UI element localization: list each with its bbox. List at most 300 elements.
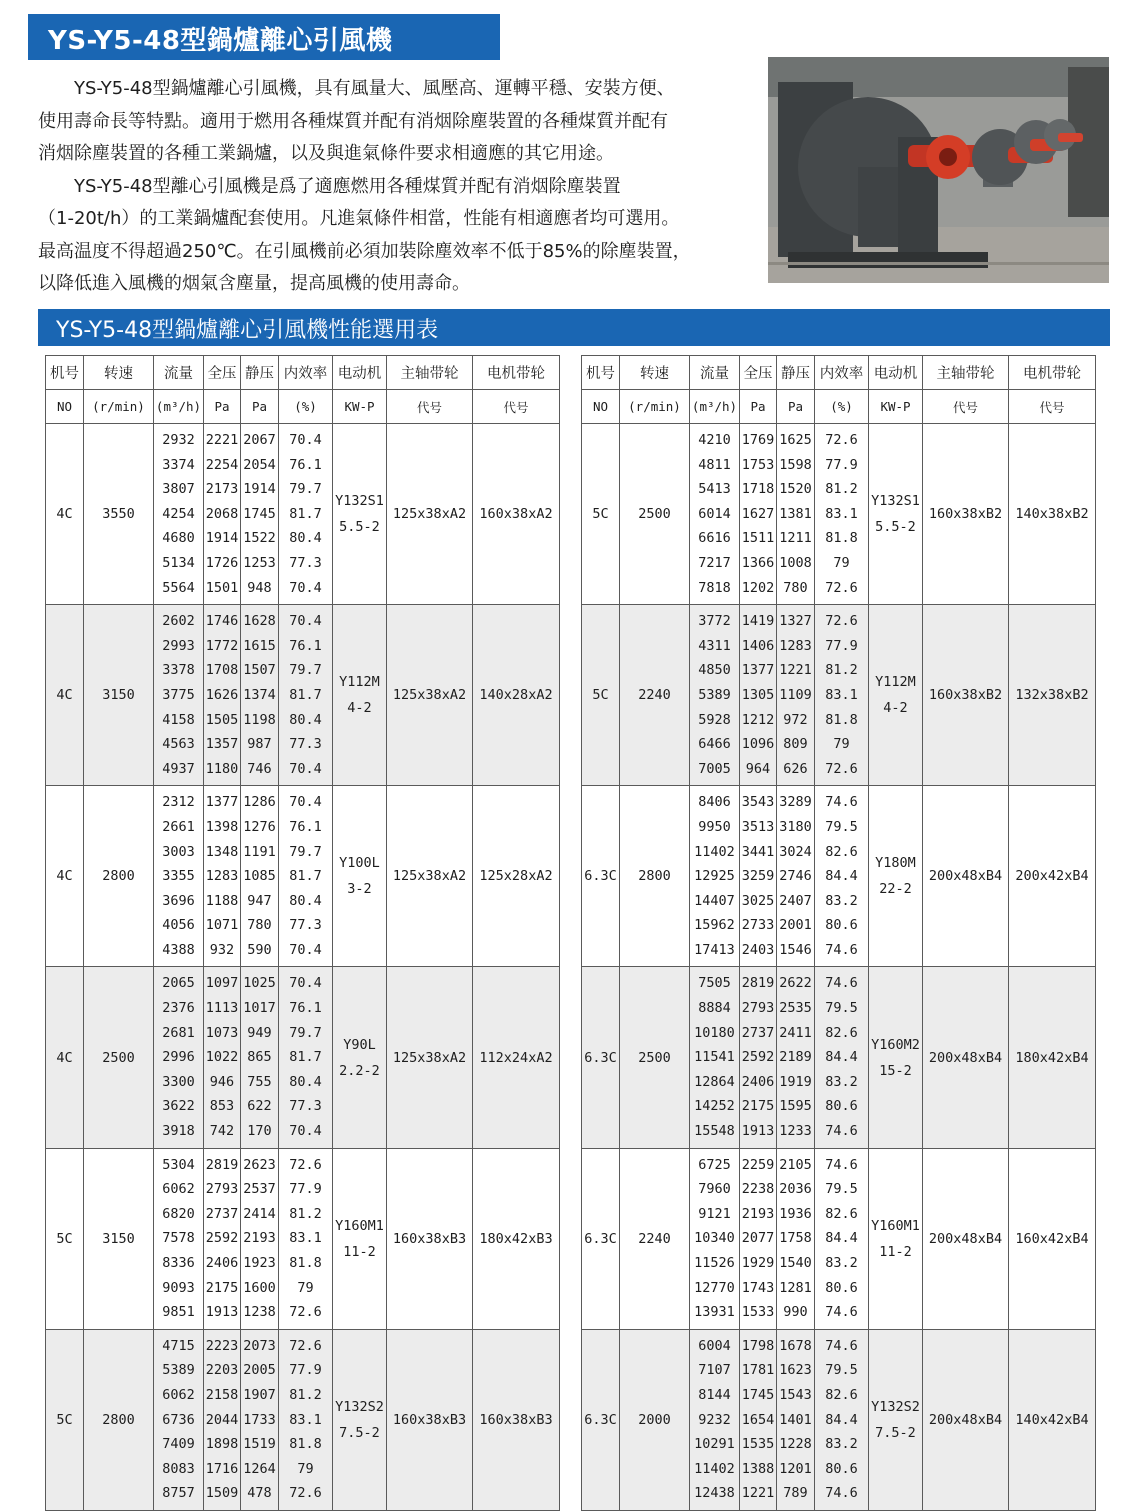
total-value: 932 xyxy=(209,941,235,958)
total-cell xyxy=(204,786,241,967)
col-header: 流量 xyxy=(690,356,740,390)
flow-value: 2996 xyxy=(162,1049,195,1066)
speed-cell: 2800 xyxy=(84,786,154,967)
col-subheader: (r/min) xyxy=(84,390,154,424)
performance-table-left xyxy=(45,355,560,1511)
static-value: 990 xyxy=(783,1304,808,1321)
eff-value: 77.9 xyxy=(825,637,858,654)
fan-number-cell: 6.3C xyxy=(582,786,620,967)
motor-model: Y132S1 xyxy=(871,493,920,510)
eff-value: 72.6 xyxy=(289,1304,322,1321)
col-subheader: (r/min) xyxy=(620,390,690,424)
flow-value: 13931 xyxy=(694,1304,735,1321)
motor-model: Y132S2 xyxy=(335,1398,384,1415)
static-value: 2746 xyxy=(779,868,812,885)
static-value: 1381 xyxy=(779,505,812,522)
motor-cell xyxy=(869,1329,923,1510)
fan-number-cell: 4C xyxy=(46,605,84,786)
total-value: 1627 xyxy=(741,505,775,522)
static-cell xyxy=(777,967,815,1148)
header-row-top xyxy=(582,356,1096,390)
total-value: 1913 xyxy=(741,1123,775,1140)
motor-model: Y90L xyxy=(343,1036,376,1053)
motor-pulley-cell: 140x42xB4 xyxy=(1009,1329,1096,1510)
flow-value: 3807 xyxy=(162,481,195,498)
static-value: 2414 xyxy=(243,1205,276,1222)
total-value: 1366 xyxy=(741,554,775,571)
flow-value: 3300 xyxy=(162,1073,195,1090)
eff-value: 82.6 xyxy=(825,1205,858,1222)
eff-value: 80.6 xyxy=(825,1098,858,1115)
total-cell xyxy=(740,1329,777,1510)
static-cell xyxy=(777,1329,815,1510)
static-value: 1520 xyxy=(779,481,812,498)
motor-pulley-cell: 160x38xA2 xyxy=(473,424,560,605)
static-value: 2001 xyxy=(779,917,812,934)
static-value: 1522 xyxy=(243,530,276,547)
intro-line: YS-Y5-48型離心引風機是爲了適應燃用各種煤質并配有消烟除塵裝置 xyxy=(38,175,621,197)
eff-value: 83.1 xyxy=(289,1230,322,1247)
motor-power: 22-2 xyxy=(879,881,912,898)
motor-model: Y160M1 xyxy=(335,1217,384,1234)
col-subheader: Pa xyxy=(777,390,815,424)
col-subheader: KW-P xyxy=(333,390,387,424)
col-header: 电机带轮 xyxy=(1009,356,1096,390)
col-header: 静压 xyxy=(241,356,279,390)
static-value: 1600 xyxy=(243,1279,276,1296)
motor-power: 7.5-2 xyxy=(875,1424,916,1441)
total-value: 1913 xyxy=(205,1304,239,1321)
motor-power: 7.5-2 xyxy=(339,1424,380,1441)
eff-value: 77.3 xyxy=(289,554,322,571)
page-title: YS-Y5-48型鍋爐離心引風機 xyxy=(48,26,393,56)
eff-value: 79 xyxy=(297,1460,314,1477)
flow-value: 3355 xyxy=(162,868,195,885)
total-value: 1533 xyxy=(741,1304,775,1321)
total-value: 2173 xyxy=(205,481,239,498)
static-value: 1327 xyxy=(779,613,812,630)
speed-cell: 2500 xyxy=(620,424,690,605)
flow-value: 2065 xyxy=(162,975,195,992)
static-value: 622 xyxy=(247,1098,272,1115)
fan-number-cell: 4C xyxy=(46,786,84,967)
col-subheader: NO xyxy=(46,390,84,424)
static-value: 1628 xyxy=(243,613,276,630)
eff-value: 70.4 xyxy=(289,760,322,777)
flow-value: 6736 xyxy=(162,1411,195,1428)
eff-value: 77.3 xyxy=(289,1098,322,1115)
static-value: 3289 xyxy=(779,794,812,811)
eff-cell xyxy=(815,1329,869,1510)
motor-model: Y160M2 xyxy=(871,1036,920,1053)
motor-cell xyxy=(869,967,923,1148)
flow-value: 4158 xyxy=(162,711,195,728)
eff-cell xyxy=(279,786,333,967)
total-cell xyxy=(204,967,241,1148)
flow-value: 7818 xyxy=(698,579,731,596)
table-row xyxy=(46,967,560,1148)
eff-value: 79.7 xyxy=(289,843,322,860)
col-header: 转速 xyxy=(620,356,690,390)
static-value: 1598 xyxy=(779,456,812,473)
speed-cell: 2500 xyxy=(84,967,154,1148)
flow-cell xyxy=(690,786,740,967)
total-value: 1509 xyxy=(205,1485,239,1502)
eff-value: 70.4 xyxy=(289,613,322,630)
static-value: 1507 xyxy=(243,662,276,679)
eff-value: 83.2 xyxy=(825,1073,858,1090)
eff-value: 83.2 xyxy=(825,1436,858,1453)
flow-value: 9121 xyxy=(698,1205,731,1222)
eff-value: 77.9 xyxy=(825,456,858,473)
eff-value: 74.6 xyxy=(825,1123,858,1140)
static-value: 1211 xyxy=(779,530,812,547)
static-value: 2036 xyxy=(779,1181,812,1198)
static-cell xyxy=(777,1148,815,1329)
total-cell xyxy=(204,1148,241,1329)
flow-cell xyxy=(154,1329,204,1510)
flow-value: 6062 xyxy=(162,1386,195,1403)
total-value: 1377 xyxy=(205,794,239,811)
eff-value: 81.2 xyxy=(825,662,858,679)
eff-value: 82.6 xyxy=(825,1024,858,1041)
flow-value: 5928 xyxy=(698,711,731,728)
total-value: 853 xyxy=(209,1098,235,1115)
total-value: 964 xyxy=(745,760,771,777)
flow-value: 5304 xyxy=(162,1156,195,1173)
eff-value: 80.6 xyxy=(825,1460,858,1477)
speed-cell: 2800 xyxy=(620,786,690,967)
static-value: 1283 xyxy=(779,637,812,654)
flow-value: 15548 xyxy=(694,1123,735,1140)
table-body-left xyxy=(46,424,560,1511)
eff-value: 80.4 xyxy=(289,1073,322,1090)
header-row-top xyxy=(46,356,560,390)
eff-cell xyxy=(279,1148,333,1329)
static-value: 478 xyxy=(247,1485,272,1502)
total-value: 1535 xyxy=(741,1436,775,1453)
total-value: 2737 xyxy=(205,1205,239,1222)
fan-number-cell: 4C xyxy=(46,424,84,605)
motor-cell xyxy=(333,424,387,605)
eff-value: 70.4 xyxy=(289,794,322,811)
main-pulley-cell: 125x38xA2 xyxy=(387,786,473,967)
flow-value: 8083 xyxy=(162,1460,195,1477)
eff-value: 70.4 xyxy=(289,432,322,448)
eff-value: 83.1 xyxy=(825,686,858,703)
flow-value: 14407 xyxy=(694,892,735,909)
static-value: 1008 xyxy=(779,554,812,571)
static-cell xyxy=(241,786,279,967)
flow-value: 4254 xyxy=(162,505,195,522)
section-banner xyxy=(38,309,1110,346)
total-value: 1022 xyxy=(205,1049,239,1066)
flow-value: 3918 xyxy=(162,1123,195,1140)
total-value: 1419 xyxy=(741,613,775,630)
static-value: 949 xyxy=(247,1024,272,1041)
motor-cell xyxy=(869,786,923,967)
flow-value: 2993 xyxy=(162,637,195,654)
eff-value: 70.4 xyxy=(289,579,322,596)
total-value: 1113 xyxy=(205,1000,239,1017)
flow-value: 7578 xyxy=(162,1230,195,1247)
intro-text xyxy=(38,73,758,301)
total-value: 2793 xyxy=(741,1000,775,1017)
static-value: 1401 xyxy=(779,1411,812,1428)
flow-value: 3775 xyxy=(162,686,195,703)
total-value: 1377 xyxy=(741,662,775,679)
total-value: 1798 xyxy=(741,1337,775,1354)
static-value: 1109 xyxy=(779,686,812,703)
eff-cell xyxy=(815,424,869,605)
motor-power: 4-2 xyxy=(883,700,908,717)
total-value: 2254 xyxy=(205,456,239,473)
col-subheader: (m³/h) xyxy=(154,390,204,424)
fan-photo-illustration xyxy=(768,57,1109,283)
flow-value: 6820 xyxy=(162,1205,195,1222)
flow-value: 8144 xyxy=(698,1386,731,1403)
flow-value: 6466 xyxy=(698,736,731,753)
static-value: 2407 xyxy=(779,892,812,909)
total-value: 2077 xyxy=(741,1230,775,1247)
table-row xyxy=(582,786,1096,967)
eff-value: 79.5 xyxy=(825,818,858,835)
flow-value: 11541 xyxy=(694,1049,735,1066)
flow-value: 9950 xyxy=(698,818,731,835)
motor-model: Y160M1 xyxy=(871,1217,920,1234)
static-value: 2054 xyxy=(243,456,276,473)
flow-value: 2661 xyxy=(162,818,195,835)
eff-cell xyxy=(815,605,869,786)
eff-value: 81.7 xyxy=(289,505,322,522)
flow-value: 10340 xyxy=(694,1230,735,1247)
static-value: 3180 xyxy=(779,818,812,835)
eff-value: 77.3 xyxy=(289,736,322,753)
total-value: 1726 xyxy=(205,554,239,571)
flow-value: 7107 xyxy=(698,1362,731,1379)
eff-value: 83.2 xyxy=(825,1255,858,1271)
main-pulley-cell: 200x48xB4 xyxy=(923,1329,1009,1510)
static-cell xyxy=(241,605,279,786)
flow-cell xyxy=(690,1148,740,1329)
eff-cell xyxy=(279,967,333,1148)
col-subheader: 代号 xyxy=(387,390,473,424)
total-value: 1654 xyxy=(741,1411,775,1428)
total-value: 1096 xyxy=(741,736,775,753)
col-header: 主轴带轮 xyxy=(387,356,473,390)
total-cell xyxy=(204,1329,241,1510)
eff-value: 79.5 xyxy=(825,1000,858,1017)
header-row-bottom xyxy=(46,390,560,424)
eff-value: 81.7 xyxy=(289,686,322,703)
motor-power: 5.5-2 xyxy=(339,519,380,536)
total-value: 1914 xyxy=(205,530,239,547)
intro-line: 使用壽命長等特點。適用于燃用各種煤質并配有消烟除塵裝置的各種煤質并配有 xyxy=(38,110,668,132)
total-cell xyxy=(204,424,241,605)
col-header: 全压 xyxy=(740,356,777,390)
total-value: 1188 xyxy=(205,892,239,909)
eff-value: 74.6 xyxy=(825,1156,858,1173)
eff-cell xyxy=(279,1329,333,1510)
flow-cell xyxy=(154,967,204,1148)
motor-pulley-cell: 140x28xA2 xyxy=(473,605,560,786)
total-value: 1202 xyxy=(741,579,775,596)
flow-value: 2602 xyxy=(162,613,195,630)
static-cell xyxy=(241,1329,279,1510)
flow-value: 5564 xyxy=(162,579,195,596)
static-value: 1253 xyxy=(243,554,276,571)
speed-cell: 2240 xyxy=(620,1148,690,1329)
static-value: 2623 xyxy=(243,1156,276,1173)
eff-value: 84.4 xyxy=(825,1230,858,1247)
static-value: 1678 xyxy=(779,1337,812,1354)
col-header: 电动机 xyxy=(869,356,923,390)
static-value: 1233 xyxy=(779,1123,812,1140)
total-value: 2223 xyxy=(205,1337,239,1354)
flow-value: 11526 xyxy=(694,1255,735,1271)
static-value: 1276 xyxy=(243,818,276,835)
motor-pulley-cell: 132x38xB2 xyxy=(1009,605,1096,786)
eff-cell xyxy=(815,1148,869,1329)
flow-value: 4680 xyxy=(162,530,195,547)
flow-value: 3772 xyxy=(698,613,731,630)
eff-value: 74.6 xyxy=(825,1485,858,1502)
col-header: 主轴带轮 xyxy=(923,356,1009,390)
total-value: 2175 xyxy=(741,1098,775,1115)
static-value: 780 xyxy=(783,579,808,596)
static-value: 1914 xyxy=(243,481,276,498)
eff-value: 76.1 xyxy=(289,456,322,473)
static-value: 1623 xyxy=(779,1362,812,1379)
main-pulley-cell: 125x38xA2 xyxy=(387,967,473,1148)
flow-value: 3696 xyxy=(162,892,195,909)
total-value: 2733 xyxy=(741,917,775,934)
total-cell xyxy=(204,605,241,786)
static-value: 948 xyxy=(247,579,272,596)
total-cell xyxy=(740,424,777,605)
static-value: 972 xyxy=(783,711,808,728)
flow-value: 5389 xyxy=(162,1362,195,1379)
motor-pulley-cell: 180x42xB3 xyxy=(473,1148,560,1329)
col-subheader: 代号 xyxy=(1009,390,1096,424)
total-value: 3513 xyxy=(741,818,775,835)
eff-value: 81.7 xyxy=(289,1049,322,1066)
motor-power: 4-2 xyxy=(347,700,372,717)
intro-line: 消烟除塵裝置的各種工業鍋爐，以及與進氣條件要求相適應的其它用途。 xyxy=(38,143,614,164)
eff-cell xyxy=(815,967,869,1148)
flow-value: 4715 xyxy=(162,1337,195,1354)
eff-value: 80.4 xyxy=(289,711,322,728)
static-value: 1228 xyxy=(779,1436,812,1453)
total-value: 1501 xyxy=(205,579,239,596)
motor-pulley-cell: 200x42xB4 xyxy=(1009,786,1096,967)
flow-value: 4311 xyxy=(698,637,731,654)
static-value: 1907 xyxy=(243,1386,276,1403)
col-header: 电动机 xyxy=(333,356,387,390)
eff-value: 84.4 xyxy=(825,1049,858,1066)
total-cell xyxy=(740,1148,777,1329)
eff-value: 70.4 xyxy=(289,941,322,958)
main-pulley-cell: 160x38xB3 xyxy=(387,1329,473,1510)
col-header: 机号 xyxy=(582,356,620,390)
table-row xyxy=(582,424,1096,605)
eff-value: 79.5 xyxy=(825,1362,858,1379)
static-value: 1625 xyxy=(779,432,812,448)
flow-value: 17413 xyxy=(694,941,735,958)
flow-value: 8757 xyxy=(162,1485,195,1502)
motor-pulley-cell: 160x38xB3 xyxy=(473,1329,560,1510)
flow-value: 4388 xyxy=(162,941,195,958)
motor-cell xyxy=(333,967,387,1148)
eff-cell xyxy=(815,786,869,967)
eff-value: 81.7 xyxy=(289,868,322,885)
table-row xyxy=(46,1148,560,1329)
flow-value: 11402 xyxy=(694,843,735,860)
static-value: 1017 xyxy=(243,1000,276,1017)
table-row xyxy=(582,605,1096,786)
total-value: 2158 xyxy=(205,1386,239,1403)
total-value: 1769 xyxy=(741,432,775,448)
static-value: 2622 xyxy=(779,975,812,992)
static-value: 809 xyxy=(783,736,808,753)
performance-table-right xyxy=(581,355,1096,1511)
static-value: 865 xyxy=(247,1049,272,1066)
total-value: 2819 xyxy=(205,1156,239,1173)
static-value: 626 xyxy=(783,760,808,777)
total-value: 2221 xyxy=(205,432,239,448)
static-value: 2537 xyxy=(243,1181,276,1198)
intro-line: 以降低進入風機的烟氣含塵量，提高風機的使用壽命。 xyxy=(38,273,470,294)
static-value: 1085 xyxy=(243,868,276,885)
flow-cell xyxy=(690,967,740,1148)
eff-value: 72.6 xyxy=(825,579,858,596)
motor-cell xyxy=(869,424,923,605)
col-subheader: (m³/h) xyxy=(690,390,740,424)
total-value: 1406 xyxy=(741,637,775,654)
static-value: 1615 xyxy=(243,637,276,654)
eff-value: 81.8 xyxy=(825,711,858,728)
static-value: 2073 xyxy=(243,1337,276,1354)
eff-value: 80.4 xyxy=(289,892,322,909)
flow-value: 7960 xyxy=(698,1181,731,1198)
total-value: 1348 xyxy=(205,843,239,860)
total-value: 2203 xyxy=(205,1362,239,1379)
eff-value: 74.6 xyxy=(825,941,858,958)
total-value: 2403 xyxy=(741,941,775,958)
static-value: 2067 xyxy=(243,432,276,448)
motor-power: 2.2-2 xyxy=(339,1062,380,1079)
flow-value: 7505 xyxy=(698,975,731,992)
fan-number-cell: 5C xyxy=(582,424,620,605)
static-value: 3024 xyxy=(779,843,812,860)
total-value: 1781 xyxy=(741,1362,775,1379)
static-value: 2005 xyxy=(243,1362,276,1379)
static-value: 1374 xyxy=(243,686,276,703)
total-value: 2193 xyxy=(741,1205,775,1222)
flow-cell xyxy=(690,1329,740,1510)
col-header: 内效率 xyxy=(815,356,869,390)
main-pulley-cell: 200x48xB4 xyxy=(923,1148,1009,1329)
header-row-bottom xyxy=(582,390,1096,424)
eff-value: 80.6 xyxy=(825,917,858,934)
static-value: 1286 xyxy=(243,794,276,811)
flow-value: 5134 xyxy=(162,554,195,571)
fan-number-cell: 6.3C xyxy=(582,1329,620,1510)
eff-value: 81.8 xyxy=(289,1436,322,1453)
col-subheader: NO xyxy=(582,390,620,424)
total-value: 3543 xyxy=(741,794,775,811)
total-value: 1388 xyxy=(741,1460,775,1477)
